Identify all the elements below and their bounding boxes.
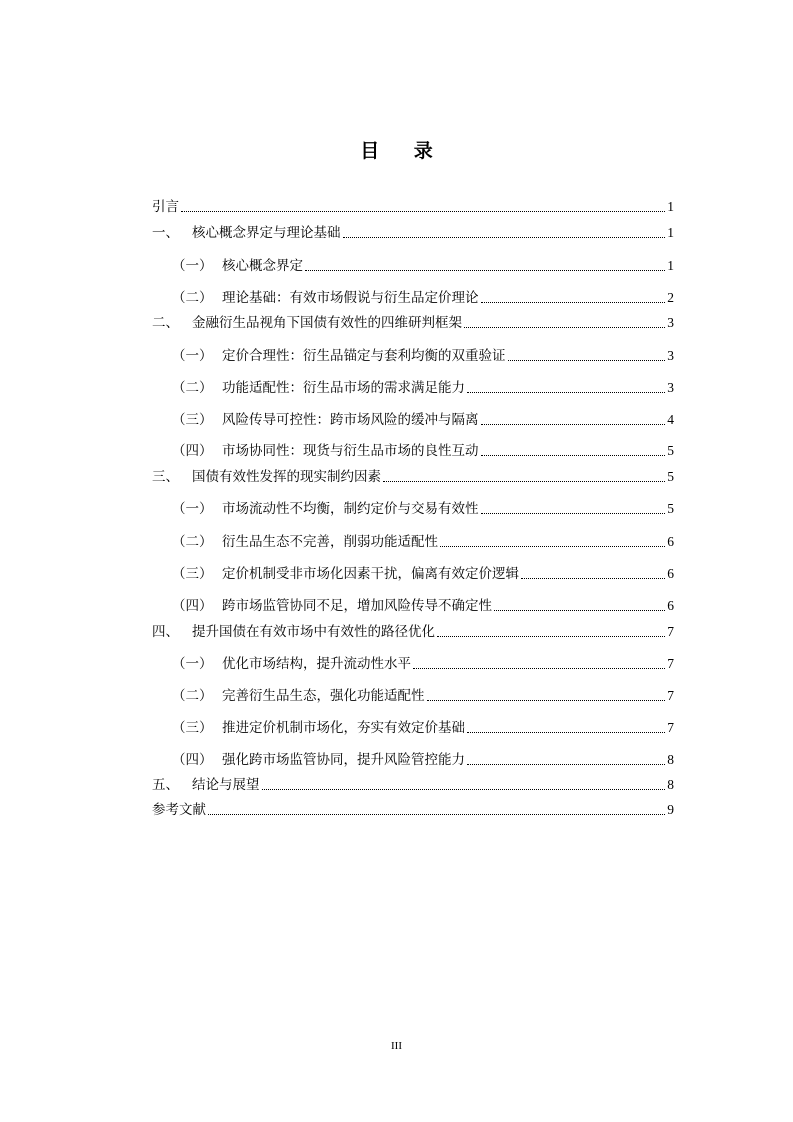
dot-leader	[481, 301, 666, 303]
dot-leader	[467, 391, 665, 393]
toc-entry[interactable]	[152, 314, 674, 332]
toc-entry-number: （二）	[172, 534, 213, 550]
toc-entry-title: 定价机制受非市场化因素干扰，偏离有效定价逻辑	[222, 566, 519, 582]
toc-entry-page: 7	[667, 656, 674, 671]
dot-leader	[494, 609, 665, 611]
dot-leader	[427, 699, 666, 701]
toc-entry-number: （三）	[172, 566, 213, 582]
toc-entry[interactable]	[152, 776, 674, 794]
toc-entry-title: 理论基础：有效市场假说与衍生品定价理论	[222, 290, 479, 306]
toc-entry-page: 9	[667, 802, 674, 817]
toc-entry-title: 金融衍生品视角下国债有效性的四维研判框架	[192, 315, 462, 331]
toc-entry-page: 1	[667, 199, 674, 214]
toc-entry-title: 市场流动性不均衡，制约定价与交易有效性	[222, 501, 479, 517]
toc-entry-number: （二）	[172, 380, 213, 396]
toc-entry-page: 6	[667, 534, 674, 549]
dot-leader	[508, 359, 666, 361]
toc-entry-page: 5	[667, 469, 674, 484]
toc-entry-page: 2	[667, 290, 674, 305]
toc-entry-page: 7	[667, 720, 674, 735]
toc-entry-title: 引言	[152, 199, 179, 215]
toc-entry[interactable]	[172, 257, 674, 275]
toc-entry-page: 7	[667, 624, 674, 639]
toc-entry-number: （四）	[172, 443, 213, 459]
dot-leader	[481, 454, 666, 456]
dot-leader	[305, 269, 665, 271]
dot-leader	[467, 763, 665, 765]
toc-entry-page: 1	[667, 258, 674, 273]
toc-entry-title: 跨市场监管协同不足，增加风险传导不确定性	[222, 598, 492, 614]
toc-entry[interactable]	[172, 347, 674, 365]
toc-entry[interactable]	[172, 289, 674, 307]
dot-leader	[464, 326, 665, 328]
toc-entry-number: （四）	[172, 598, 213, 614]
toc-entry[interactable]	[172, 751, 674, 769]
toc-entry-number: （一）	[172, 348, 213, 364]
toc-entry-page: 1	[667, 225, 674, 240]
toc-entry[interactable]	[172, 655, 674, 673]
toc-entry[interactable]	[152, 468, 674, 486]
toc-entry-number: 一、	[152, 225, 179, 241]
toc-entry-title: 定价合理性：衍生品锚定与套利均衡的双重验证	[222, 348, 506, 364]
dot-leader	[481, 423, 666, 425]
toc-entry-number: （三）	[172, 412, 213, 428]
toc-entry-page: 5	[667, 443, 674, 458]
toc-entry-title: 国债有效性发挥的现实制约因素	[192, 469, 381, 485]
toc-entry-title: 推进定价机制市场化，夯实有效定价基础	[222, 720, 465, 736]
toc-entry[interactable]	[152, 224, 674, 242]
dot-leader	[208, 813, 665, 815]
toc-entry-number: （二）	[172, 290, 213, 306]
toc-entry-title: 市场协同性：现货与衍生品市场的良性互动	[222, 443, 479, 459]
toc-entry-title: 核心概念界定	[222, 258, 303, 274]
toc-entry-page: 8	[667, 752, 674, 767]
toc-entry-number: （四）	[172, 752, 213, 768]
toc-entry-title: 完善衍生品生态，强化功能适配性	[222, 688, 425, 704]
toc-entry[interactable]	[152, 623, 674, 641]
toc-entry-page: 4	[667, 412, 674, 427]
dot-leader	[467, 731, 665, 733]
toc-entry-title: 优化市场结构，提升流动性水平	[222, 656, 411, 672]
toc-entry[interactable]	[172, 565, 674, 583]
toc-entry-page: 3	[667, 315, 674, 330]
toc-entry-number: （一）	[172, 258, 213, 274]
dot-leader	[181, 210, 665, 212]
dot-leader	[262, 788, 666, 790]
toc-entry[interactable]	[172, 379, 674, 397]
toc-entry-number: （三）	[172, 720, 213, 736]
toc-entry-page: 5	[667, 501, 674, 516]
toc-entry-title: 风险传导可控性：跨市场风险的缓冲与隔离	[222, 412, 479, 428]
dot-leader	[521, 577, 665, 579]
toc-entry-title: 参考文献	[152, 802, 206, 818]
toc-entry-number: 二、	[152, 315, 179, 331]
toc-entry-number: （一）	[172, 656, 213, 672]
toc-entry[interactable]	[172, 533, 674, 551]
toc-entry-title: 结论与展望	[192, 777, 260, 793]
toc-entry-title: 功能适配性：衍生品市场的需求满足能力	[222, 380, 465, 396]
toc-entry-number: 四、	[152, 624, 179, 640]
dot-leader	[481, 512, 666, 514]
toc-entry-page: 3	[667, 380, 674, 395]
toc-entry-page: 7	[667, 688, 674, 703]
toc-entry[interactable]	[172, 597, 674, 615]
toc-entry-title: 提升国债在有效市场中有效性的路径优化	[192, 624, 435, 640]
toc-entry-number: （二）	[172, 688, 213, 704]
toc-entry-number: 三、	[152, 469, 179, 485]
toc-entry[interactable]	[172, 500, 674, 518]
toc-entry-page: 6	[667, 598, 674, 613]
dot-leader	[343, 236, 666, 238]
toc-entry-title: 衍生品生态不完善，削弱功能适配性	[222, 534, 438, 550]
toc-entry-page: 8	[667, 777, 674, 792]
dot-leader	[440, 545, 665, 547]
toc-entry-page: 6	[667, 566, 674, 581]
toc-entry-page: 3	[667, 348, 674, 363]
dot-leader	[413, 667, 665, 669]
toc-entry[interactable]	[152, 198, 674, 216]
toc-entry[interactable]	[172, 442, 674, 460]
page-number: III	[391, 1040, 402, 1052]
toc-entry[interactable]	[172, 719, 674, 737]
dot-leader	[437, 635, 665, 637]
toc-entry[interactable]	[172, 411, 674, 429]
toc-title: 目 录	[360, 140, 447, 162]
toc-entry-number: （一）	[172, 501, 213, 517]
toc-entry-title: 核心概念界定与理论基础	[192, 225, 341, 241]
dot-leader	[383, 480, 665, 482]
toc-entry[interactable]	[152, 801, 674, 819]
toc-entry-title: 强化跨市场监管协同，提升风险管控能力	[222, 752, 465, 768]
toc-entry[interactable]	[172, 687, 674, 705]
toc-entry-number: 五、	[152, 777, 179, 793]
